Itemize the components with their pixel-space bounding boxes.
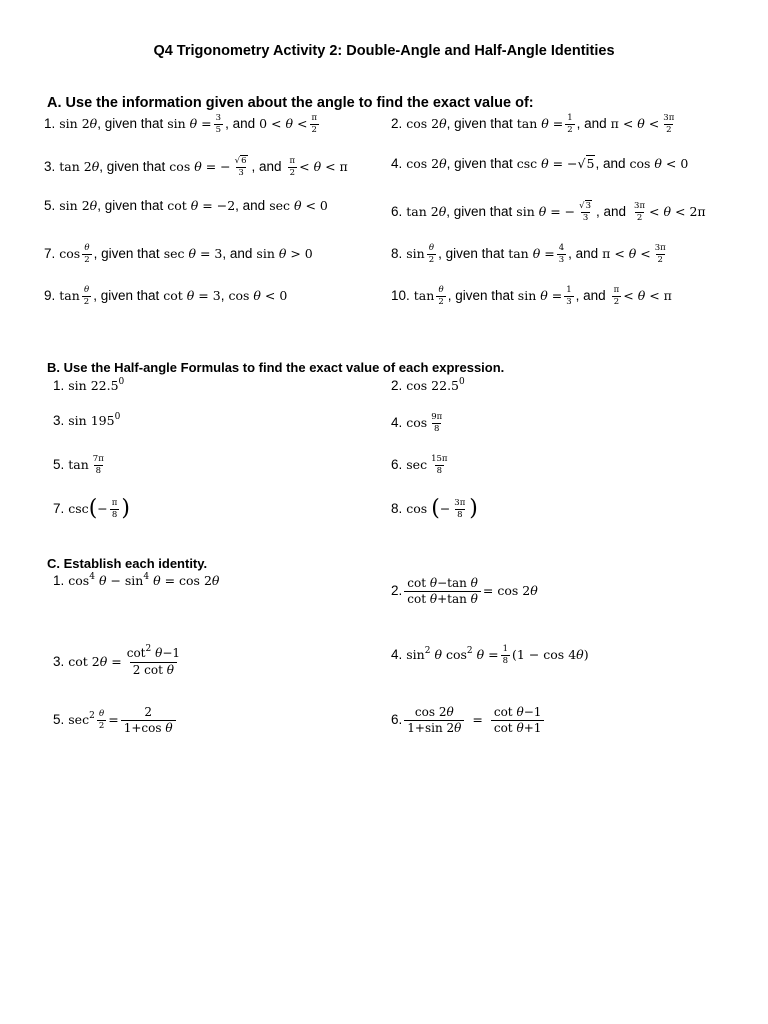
section-a-heading: A. Use the information given about the angle to find the exact value of:: [47, 95, 534, 111]
section-c-item-1: 1. $\cos^4 \theta - \sin^4 \theta = \cos 2\theta$: [53, 571, 220, 589]
section-c-heading: C. Establish each identity.: [47, 556, 208, 571]
section-b-heading: B. Use the Half-angle Formulas to find the exact value of each expression.: [47, 360, 505, 375]
section-a-item-2: 2. cos 2θ , given that tan θ = $\frac{1}{2}$ , and π < θ < $\frac{3\pi}{2}$: [391, 112, 675, 135]
section-a-item-5: 5. sin 2θ , given that cot θ = −2 , and sec θ < 0: [44, 197, 328, 214]
section-c-item-3: 3. cot 2θ = $\frac{\cot^2 \theta-1}{\text{2 cot θ}}$: [53, 644, 181, 677]
section-c-item-6: 6. $\frac{\cos 2\theta}{1+\sin 2\theta}$ = $\frac{\text{cot θ−1}}{\text{cot θ+1}}$: [391, 701, 546, 739]
section-a-item-3: 3. tan 2θ , given that cos θ = − $\frac{√6}{3}$ , and $\frac{\pi}{2}$ < θ < π: [44, 155, 348, 178]
section-c-item-2: 2. $\frac{\text{cot θ−tan θ}}{\text{cot θ+tan θ}}$ = cos 2θ: [391, 575, 538, 606]
section-b-item-1: 1. sin 22.5$^0$: [53, 376, 125, 394]
section-b-item-3: 3. $\sin 195^0$: [53, 411, 121, 429]
section-b-item-6: 6. sec $\frac{15\pi}{8}$: [391, 453, 448, 476]
section-a-item-1: 1. sin 2θ , given that sin θ = $\frac{3}{5}$ , and 0 < θ < $\frac{\pi}{2}$: [44, 112, 318, 135]
section-c-item-5: 5. $\sec^2$ $\frac{\theta}{2}$ = $\frac{2}{\text{1+cos θ}}$: [53, 701, 178, 739]
section-a-item-9: 9. tan $\frac{\theta}{2}$ , given that cot θ = 3 , cos θ < 0: [44, 284, 288, 307]
section-a-item-7: 7. cos $\frac{\theta}{2}$ , given that sec θ = 3 , and sin θ > 0: [44, 242, 313, 265]
section-b-item-7: 7. csc ( − $\frac{\pi}{8}$ ): [53, 496, 130, 521]
section-a-item-4: 4. cos 2θ , given that csc θ = −√5 , and cos θ < 0: [391, 155, 689, 172]
section-c-item-4: 4. $\sin^2 \theta$ $\cos^2 \theta$ = $\frac{1}{8}$ (1 − cos 4θ): [391, 643, 589, 666]
section-a-item-6: 6. tan 2θ , given that sin θ = − $\frac{√3}{3}$ , and $\frac{3\pi}{2}$ < θ < 2π: [391, 200, 706, 223]
section-b-item-4: 4. cos $\frac{9\pi}{8}$: [391, 411, 443, 434]
section-a-item-8: 8. sin $\frac{\theta}{2}$ , given that tan θ = $\frac{4}{3}$ , and π < θ < $\frac{3\pi}{2}$: [391, 242, 666, 265]
section-b-item-2: 2. cos 22.5$^0$: [391, 376, 465, 394]
section-a-item-10: 10. tan $\frac{\theta}{2}$ , given that sin θ = $\frac{1}{3}$ , and $\frac{\pi}{2}$ < θ < π: [391, 284, 672, 307]
section-b-item-8: 8. cos ( − $\frac{3\pi}{8}$ ): [391, 496, 478, 521]
page-title: Q4 Trigonometry Activity 2: Double-Angle and Half-Angle Identities: [153, 43, 615, 59]
section-b-item-5: 5. tan $\frac{7\pi}{8}$: [53, 453, 104, 476]
